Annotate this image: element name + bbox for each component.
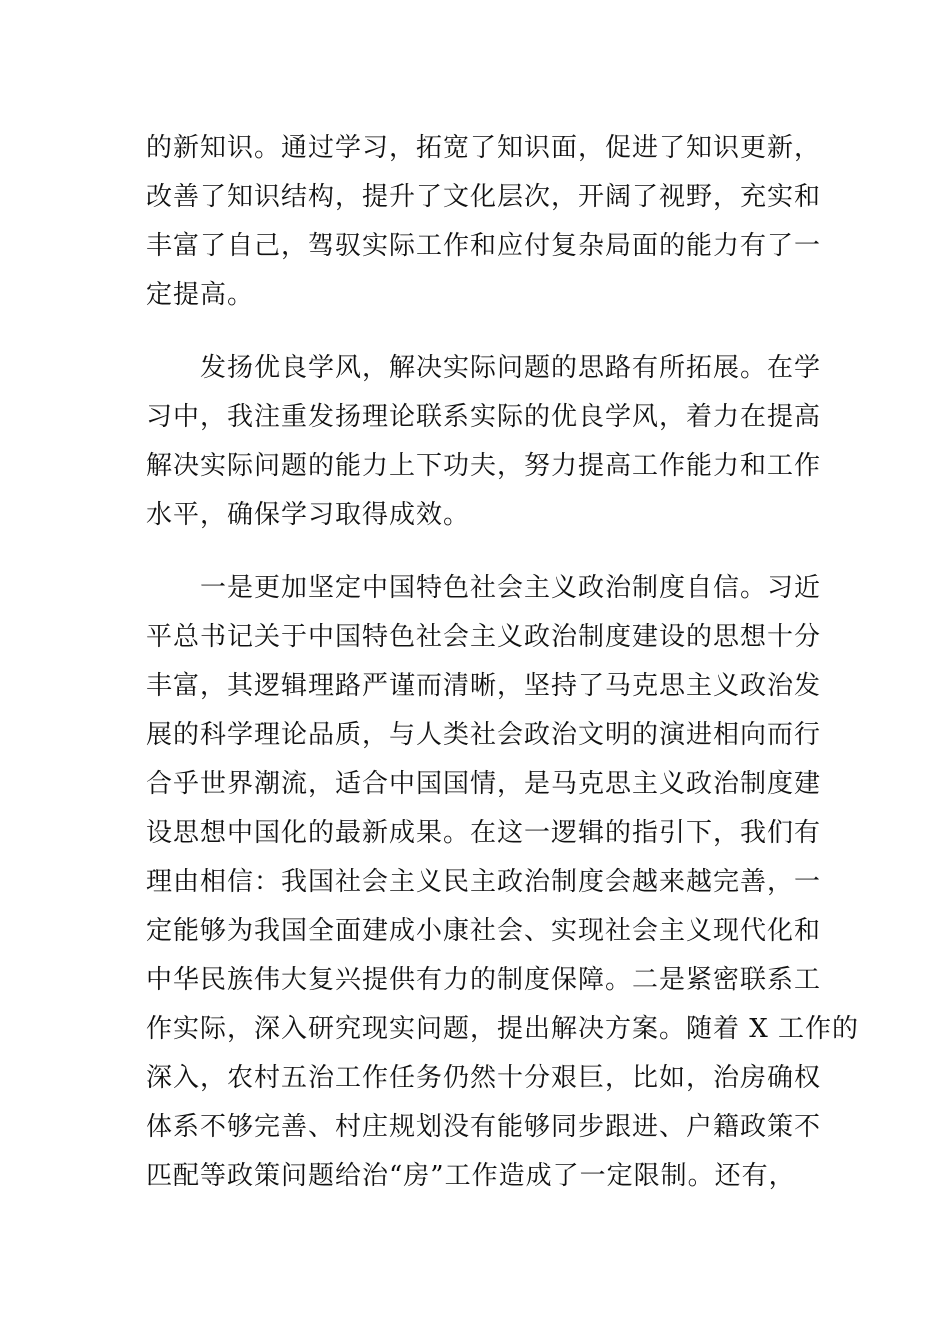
text-line: 理由相信：我国社会主义民主政治制度会越来越完善，一: [146, 867, 822, 897]
text-line: 丰富了自己，驾驭实际工作和应付复杂局面的能力有了一: [146, 231, 822, 261]
text-line: 匹配等政策问题给治“房”工作造成了一定限制。还有，: [146, 1161, 796, 1191]
text-line: 的新知识。通过学习，拓宽了知识面，促进了知识更新，: [146, 133, 822, 163]
text-line: 展的科学理论品质，与人类社会政治文明的演进相向而行: [146, 720, 822, 750]
text-line: 定提高。: [146, 280, 255, 310]
paragraph-political-confidence: [146, 564, 860, 1201]
text-line: 设思想中国化的最新成果。在这一逻辑的指引下，我们有: [146, 818, 822, 848]
text-line: 平总书记关于中国特色社会主义政治制度建设的思想十分: [146, 622, 822, 652]
text-line: 体系不够完善、村庄规划没有能够同步跟进、户籍政策不: [146, 1112, 822, 1142]
text-line: 作实际，深入研究现实问题，提出解决方案。随着 X 工作的: [146, 1014, 860, 1044]
paragraph-study-style: [146, 344, 822, 540]
text-line: 习中，我注重发扬理论联系实际的优良学风，着力在提高: [146, 402, 822, 432]
text-line: 改善了知识结构，提升了文化层次，开阔了视野，充实和: [146, 182, 822, 212]
text-line: 丰富，其逻辑理路严谨而清晰，坚持了马克思主义政治发: [146, 671, 822, 701]
text-line: 中华民族伟大复兴提供有力的制度保障。二是紧密联系工: [146, 965, 822, 995]
text-line: 深入，农村五治工作任务仍然十分艰巨，比如，治房确权: [146, 1063, 822, 1093]
text-line: 定能够为我国全面建成小康社会、实现社会主义现代化和: [146, 916, 822, 946]
text-line: 水平，确保学习取得成效。: [146, 500, 471, 530]
text-line: 一是更加坚定中国特色社会主义政治制度自信。习近: [146, 573, 822, 603]
text-line: 合乎世界潮流，适合中国国情，是马克思主义政治制度建: [146, 769, 822, 799]
paragraph-knowledge-update: [146, 124, 822, 320]
text-line: 发扬优良学风，解决实际问题的思路有所拓展。在学: [146, 353, 822, 383]
text-line: 解决实际问题的能力上下功夫，努力提高工作能力和工作: [146, 451, 822, 481]
